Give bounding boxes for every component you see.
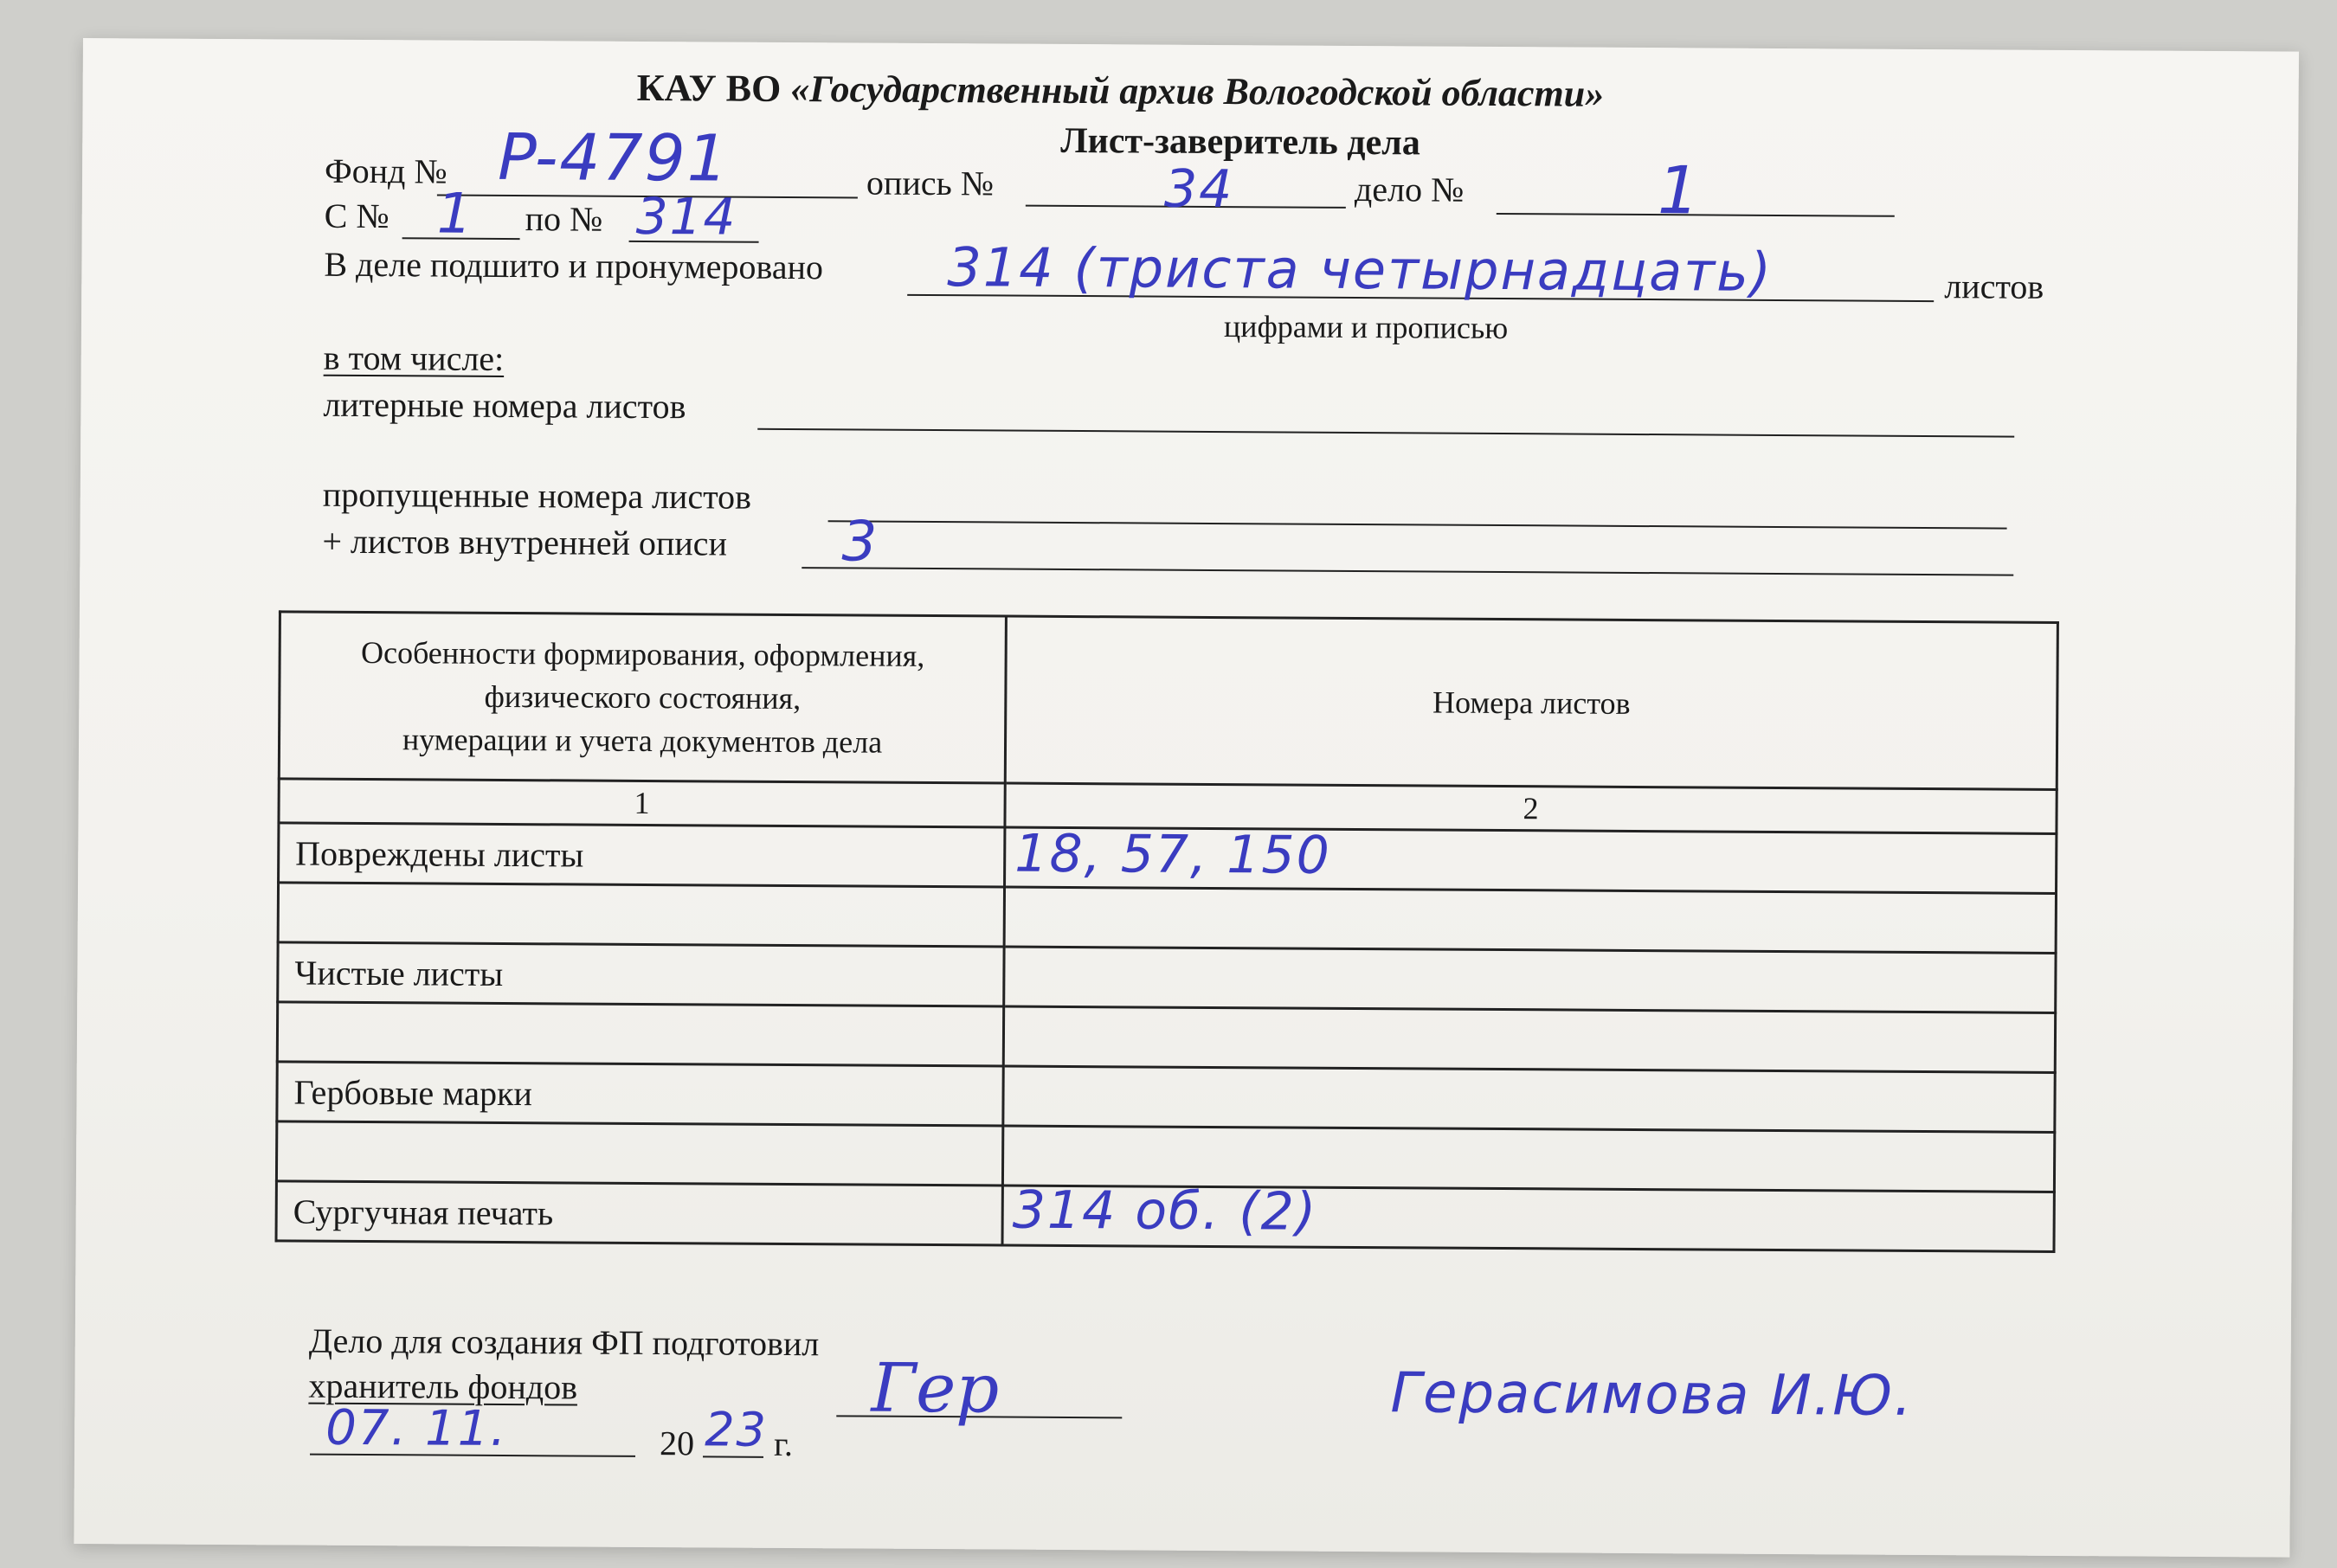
- row-value: [1003, 1066, 2055, 1132]
- to-value: 314: [635, 186, 737, 247]
- row-value: [1002, 1179, 2054, 1251]
- row-label: Повреждены листы: [279, 823, 1005, 887]
- col2-number: 2: [1005, 783, 2057, 833]
- document-sheet: [74, 38, 2299, 1558]
- row-label: Гербовые марки: [277, 1062, 1003, 1126]
- delo-value: 1: [1657, 151, 1702, 229]
- inner-value: 3: [841, 510, 879, 575]
- sheets-label: листов: [1944, 267, 2044, 306]
- archive-prefix: КАУ ВО: [636, 66, 791, 110]
- col1-header-line: физического состояния,: [484, 678, 802, 717]
- archive-title: «Государственный архив Вологодской области»: [790, 67, 1605, 115]
- missing-line: [828, 520, 2007, 529]
- seal-value: 314 об. (2): [1012, 1179, 1318, 1243]
- features-table: [275, 610, 2059, 1253]
- row-label: [276, 1121, 1002, 1186]
- year-suffix: г.: [773, 1423, 794, 1464]
- row-label: Чистые листы: [278, 942, 1004, 1006]
- litera-line: [757, 428, 2014, 438]
- document-title: Лист-заверитель дела: [1060, 120, 1420, 164]
- delo-label: дело №: [1354, 169, 1465, 209]
- table-row: [278, 942, 2056, 1013]
- row-label: [277, 1002, 1003, 1066]
- year-prefix: 20: [659, 1423, 695, 1463]
- damaged-sheets-value: 18, 57, 150: [1014, 823, 1331, 886]
- inner-label: + листов внутренней описи: [322, 521, 728, 563]
- table-row: [277, 1062, 2055, 1133]
- inner-line: [802, 567, 2013, 576]
- table-header-row: [279, 612, 2057, 790]
- sewn-label: В деле подшито и пронумеровано: [324, 244, 824, 287]
- row-value: [1004, 887, 2056, 953]
- date-value: 07. 11.: [325, 1399, 508, 1458]
- litera-label: литерные номера листов: [323, 384, 686, 427]
- signature: Гер: [871, 1349, 1000, 1429]
- col1-header-line: нумерации и учета документов дела: [402, 722, 883, 760]
- col1-number: 1: [279, 779, 1005, 827]
- row-value: [1003, 1006, 2055, 1072]
- from-value: 1: [436, 182, 474, 247]
- table-row: [276, 1181, 2054, 1252]
- prepared-label: Дело для создания ФП подготовил: [308, 1321, 820, 1364]
- missing-label: пропущенные номера листов: [322, 474, 752, 517]
- row-value: [1005, 823, 2057, 893]
- row-value: [1004, 947, 2056, 1012]
- row-label: [278, 883, 1004, 947]
- from-label: С №: [324, 196, 390, 236]
- including-label: в том числе:: [323, 337, 505, 378]
- archive-name: [637, 66, 1605, 116]
- digits-hint: цифрами и прописью: [1223, 309, 1509, 346]
- table-row: [278, 883, 2056, 954]
- table-row: [277, 1002, 2055, 1073]
- year-value: 23: [704, 1402, 769, 1457]
- col1-header: [279, 612, 1006, 783]
- to-label: по №: [525, 199, 603, 239]
- preparer-name: Герасимова И.Ю.: [1390, 1361, 1914, 1429]
- opis-value: 34: [1163, 158, 1234, 221]
- fond-value: P-4791: [497, 119, 731, 196]
- row-label: Сургучная печать: [276, 1181, 1002, 1245]
- sewn-value: 314 (триста четырнадцать): [947, 235, 1774, 304]
- table-row: [279, 823, 2057, 894]
- col2-header: Номера листов: [1005, 616, 2057, 789]
- col1-header-line: Особенности формирования, оформления,: [360, 634, 925, 673]
- opis-label: опись №: [866, 163, 995, 203]
- position-label: хранитель фондов: [308, 1366, 578, 1407]
- fond-label: Фонд №: [324, 151, 447, 191]
